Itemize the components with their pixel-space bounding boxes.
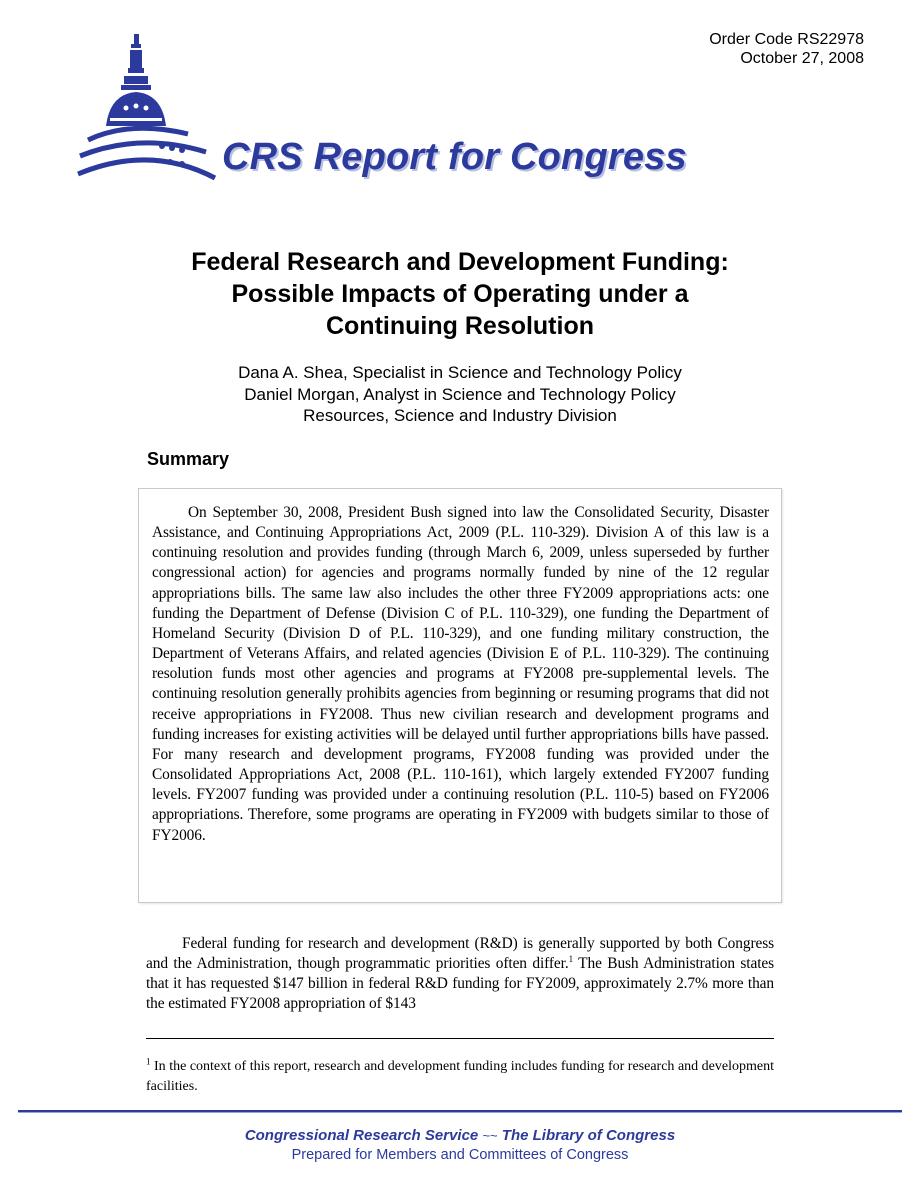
footer-org-line	[0, 1126, 920, 1146]
author-block	[120, 362, 800, 427]
footnote-divider	[146, 1038, 774, 1039]
title-line-3: Continuing Resolution	[325, 312, 594, 340]
body-paragraph	[146, 934, 774, 1015]
summary-text: On September 30, 2008, President Bush signed into law the Consolidated Security, Disaster Assistance, and Continuing Appropriations Act, 2009 (P.L. 110-329). Division A of this law is a continuing resolution and provides funding (through March 6, 2009, unless superseded by further congressional action) for agencies and programs normally funded by nine of the 12 regular appropriations bills. The same law also includes the other three FY2009 appropriations acts: one funding the Department of Defense (Division C of P.L. 110-329), one funding the Department of Homeland Security (Division D of P.L. 110-329), and one funding military construction, the Department of Veterans Affairs, and related agencies (Division E of P.L. 110-329). The continuing resolution funds most other agencies and programs at FY2008 pre-supplemental levels. The continuing resolution generally prohibits agencies from beginning or resuming programs that did not receive appropriations in FY2008. Thus new civilian research and development programs and funding increases for existing activities will be delayed until further appropriations bills have passed. For many research and development programs, FY2008 funding was provided under the Consolidated Appropriations Act, 2008 (P.L. 110-161), which largely extended FY2007 funding levels. FY2007 funding was provided under a continuing resolution (P.L. 110-5) based on FY2006 appropriations. Therefore, some programs are operating in FY2009 with budgets similar to those of FY2006.	[152, 504, 769, 844]
summary-heading: Summary	[147, 449, 230, 469]
footnote	[146, 1057, 774, 1096]
body-text-start: Federal funding for research and development (R&D) is generally supported by both Congress and the Administration, though programmatic priorities often differ.	[146, 935, 774, 973]
footnote-reference: 1	[568, 954, 573, 965]
order-code: Order Code RS22978	[709, 31, 864, 48]
footer-org: Congressional Research Service	[244, 1127, 479, 1144]
report-series-title: CRS Report for Congress	[222, 136, 687, 178]
division: Resources, Science and Industry Division	[303, 406, 617, 425]
capitol-dome-icon	[70, 28, 220, 188]
author-1: Dana A. Shea, Specialist in Science and Technology Policy	[238, 363, 682, 382]
report-date: October 27, 2008	[740, 50, 864, 67]
title-line-2: Possible Impacts of Operating under a	[231, 280, 689, 308]
footer-library: The Library of Congress	[501, 1127, 676, 1144]
author-2: Daniel Morgan, Analyst in Science and Technology Policy	[244, 384, 676, 404]
footnote-text: In the context of this report, research and development funding includes funding for research and development facilities.	[146, 1059, 774, 1094]
footnote-marker: 1	[146, 1056, 151, 1067]
order-code-block	[709, 30, 864, 68]
document-title	[120, 246, 800, 342]
footer-tagline: Prepared for Members and Committees of Congress	[291, 1147, 629, 1163]
body-text-continued: The Bush Administration states that it has requested $147 billion in federal R&D funding for FY2009, approximately 2.7% more than the estimated FY2008 appropriation of $143	[146, 955, 774, 1013]
footer-divider	[18, 1110, 902, 1113]
title-line-1: Federal Research and Development Funding:	[191, 248, 729, 276]
summary-box	[138, 488, 782, 903]
page-footer	[0, 1126, 920, 1164]
footer-separator: ~~	[482, 1128, 498, 1143]
